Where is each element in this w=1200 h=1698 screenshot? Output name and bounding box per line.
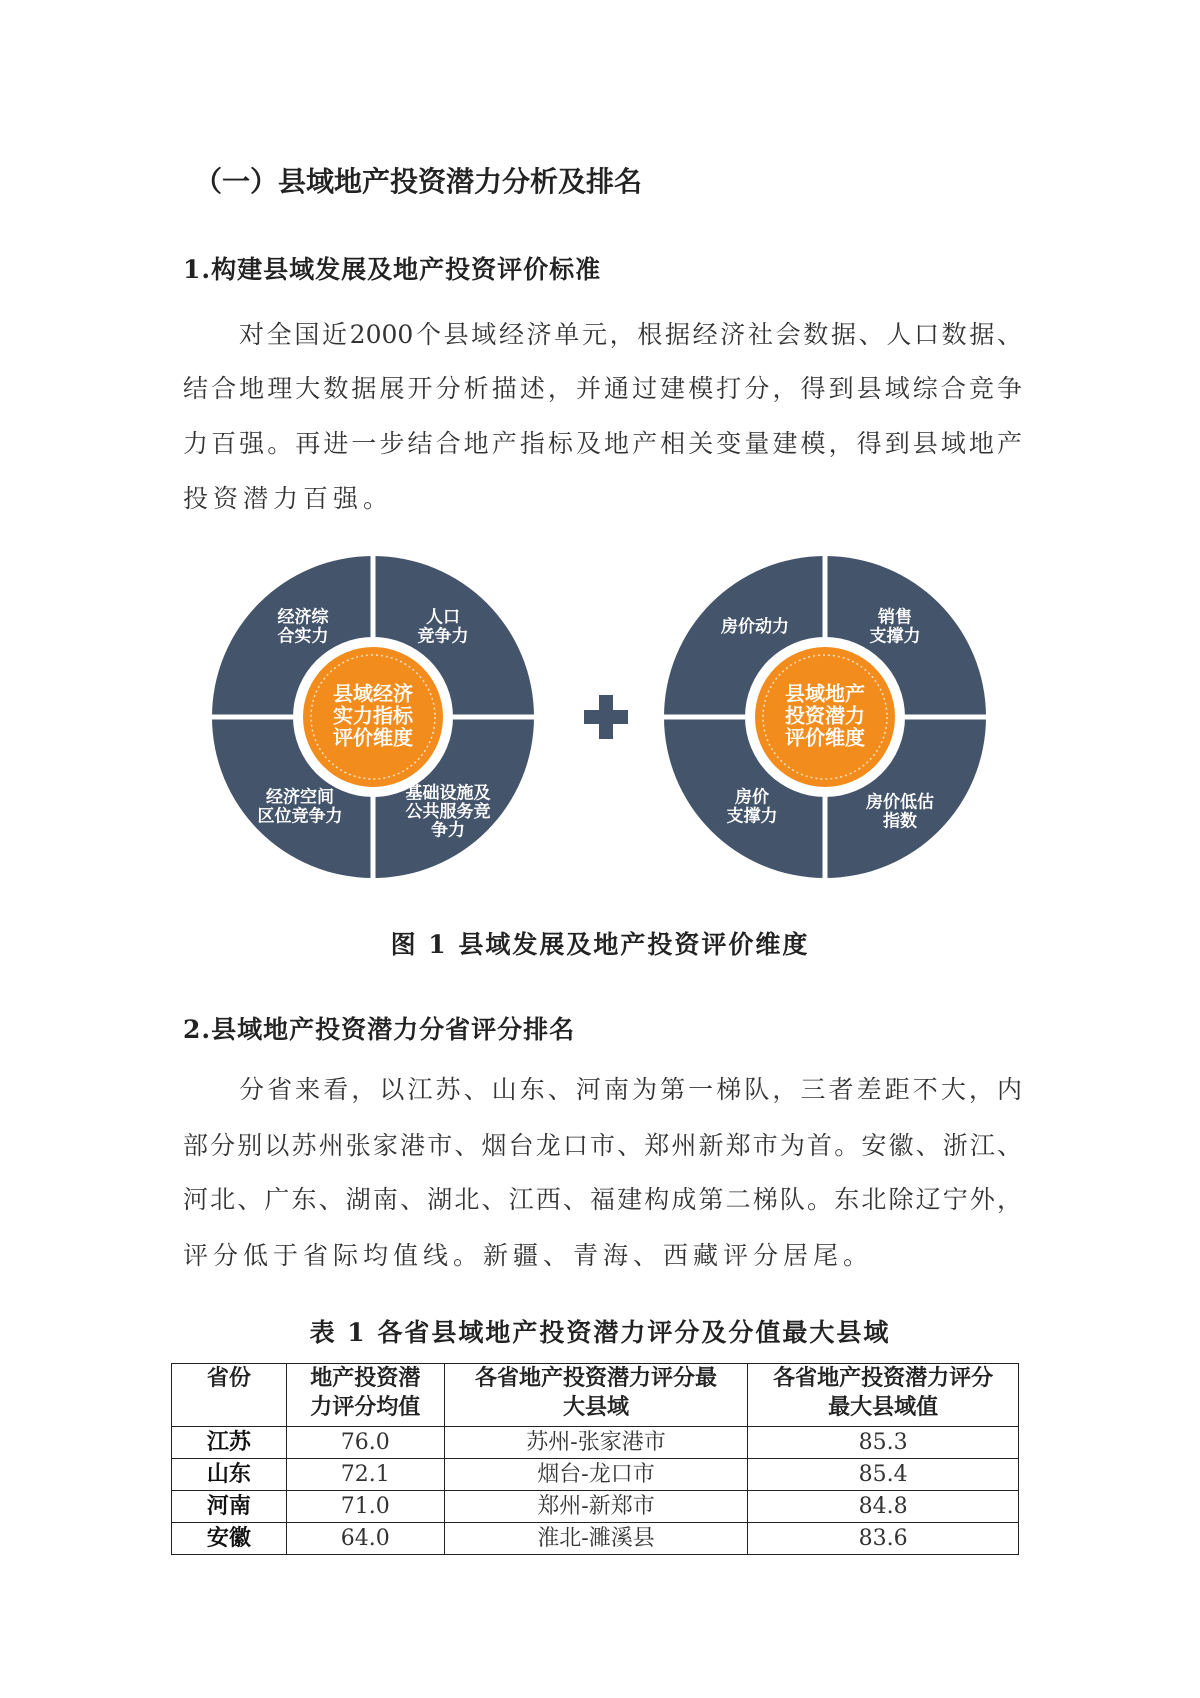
center-label: 实力指标 — [333, 703, 413, 728]
paragraph-line: 评分低于省际均值线。新疆、青海、西藏评分居尾。 — [183, 1241, 874, 1270]
left-wheel — [208, 552, 538, 882]
table-header-row — [172, 1364, 1019, 1427]
quadrant-label: 房价动力 — [721, 617, 789, 637]
column-header-line: 最大县域值 — [828, 1394, 939, 1420]
table-title: 表 1 各省县域地产投资潜力评分及分值最大县域 — [309, 1318, 891, 1347]
province-cell: 河南 — [172, 1491, 287, 1523]
quadrant-label: 基础设施及 — [405, 783, 491, 804]
paragraph-line: 分省来看，以江苏、山东、河南为第一梯队，三者差距不大，内 — [239, 1075, 1022, 1104]
quadrant-label: 竞争力 — [417, 626, 469, 647]
center-label: 投资潜力 — [785, 703, 865, 728]
top-county-cell: 郑州-新郑市 — [444, 1491, 748, 1523]
quadrant-label: 区位竞争力 — [257, 806, 343, 827]
column-header — [286, 1364, 444, 1427]
section-heading: （一）县域地产投资潜力分析及排名 — [194, 165, 643, 198]
province-cell: 安徽 — [172, 1523, 287, 1555]
quadrant-label: 合实力 — [277, 626, 329, 647]
province-cell: 江苏 — [172, 1427, 287, 1459]
column-header-line: 力评分均值 — [310, 1394, 421, 1420]
quadrant-label: 争力 — [431, 820, 465, 841]
top-county-cell: 淮北-濉溪县 — [444, 1523, 748, 1555]
average-score-cell: 71.0 — [286, 1491, 444, 1523]
paragraph-line: 部分别以苏州张家港市、烟台龙口市、郑州新郑市为首。安徽、浙江、 — [183, 1131, 1022, 1160]
quadrant-label: 指数 — [883, 811, 917, 832]
table-row — [172, 1459, 1019, 1491]
top-county-cell: 苏州-张家港市 — [444, 1427, 748, 1459]
column-header — [172, 1364, 287, 1427]
column-header-line: 各省地产投资潜力评分 — [773, 1365, 994, 1391]
evaluation-dimensions-diagram — [0, 540, 1200, 900]
column-header — [444, 1364, 748, 1427]
column-header-line: 大县域 — [562, 1394, 629, 1420]
quadrant-label: 房价低估 — [866, 792, 934, 813]
right-wheel — [660, 552, 990, 882]
quadrant-label: 人口 — [426, 607, 460, 628]
column-header-line: 省份 — [206, 1365, 251, 1391]
figure-caption: 图 1 县域发展及地产投资评价维度 — [390, 930, 810, 959]
quadrant-label: 销售 — [878, 607, 912, 628]
table-row — [172, 1427, 1019, 1459]
top-county-cell: 烟台-龙口市 — [444, 1459, 748, 1491]
quadrant-label: 经济综 — [277, 607, 329, 628]
quadrant-label: 支撑力 — [869, 626, 921, 647]
province-cell: 山东 — [172, 1459, 287, 1491]
average-score-cell: 64.0 — [286, 1523, 444, 1555]
subsection-heading-2: 2.县域地产投资潜力分省评分排名 — [183, 1015, 576, 1044]
column-header-line: 地产投资潜 — [310, 1365, 421, 1391]
table-row — [172, 1491, 1019, 1523]
column-header-line: 各省地产投资潜力评分最 — [474, 1365, 717, 1391]
top-county-score-cell: 85.4 — [748, 1459, 1019, 1491]
average-score-cell: 76.0 — [286, 1427, 444, 1459]
center-label: 评价维度 — [333, 725, 413, 750]
plus-icon — [584, 695, 628, 739]
table-row — [172, 1523, 1019, 1555]
center-label: 县域地产 — [785, 681, 865, 706]
paragraph-line: 结合地理大数据展开分析描述，并通过建模打分，得到县域综合竞争 — [183, 374, 1022, 403]
subsection-heading-1: 1.构建县域发展及地产投资评价标准 — [183, 255, 602, 284]
paragraph-line: 力百强。再进一步结合地产指标及地产相关变量建模，得到县域地产 — [183, 429, 1022, 458]
average-score-cell: 72.1 — [286, 1459, 444, 1491]
quadrant-label: 房价 — [735, 787, 769, 808]
quadrant-label: 公共服务竞 — [405, 802, 491, 822]
paragraph-line: 河北、广东、湖南、湖北、江西、福建构成第二梯队。东北除辽宁外， — [183, 1185, 1022, 1214]
quadrant-label: 经济空间 — [266, 787, 334, 808]
top-county-score-cell: 84.8 — [748, 1491, 1019, 1523]
paragraph-line: 对全国近2000个县域经济单元，根据经济社会数据、人口数据、 — [239, 320, 1022, 349]
province-score-table — [171, 1363, 1019, 1555]
top-county-score-cell: 85.3 — [748, 1427, 1019, 1459]
column-header — [748, 1364, 1019, 1427]
paragraph-line: 投资潜力百强。 — [183, 484, 394, 513]
center-label: 县域经济 — [333, 681, 413, 706]
quadrant-label: 支撑力 — [726, 806, 778, 827]
center-label: 评价维度 — [785, 725, 865, 750]
top-county-score-cell: 83.6 — [748, 1523, 1019, 1555]
